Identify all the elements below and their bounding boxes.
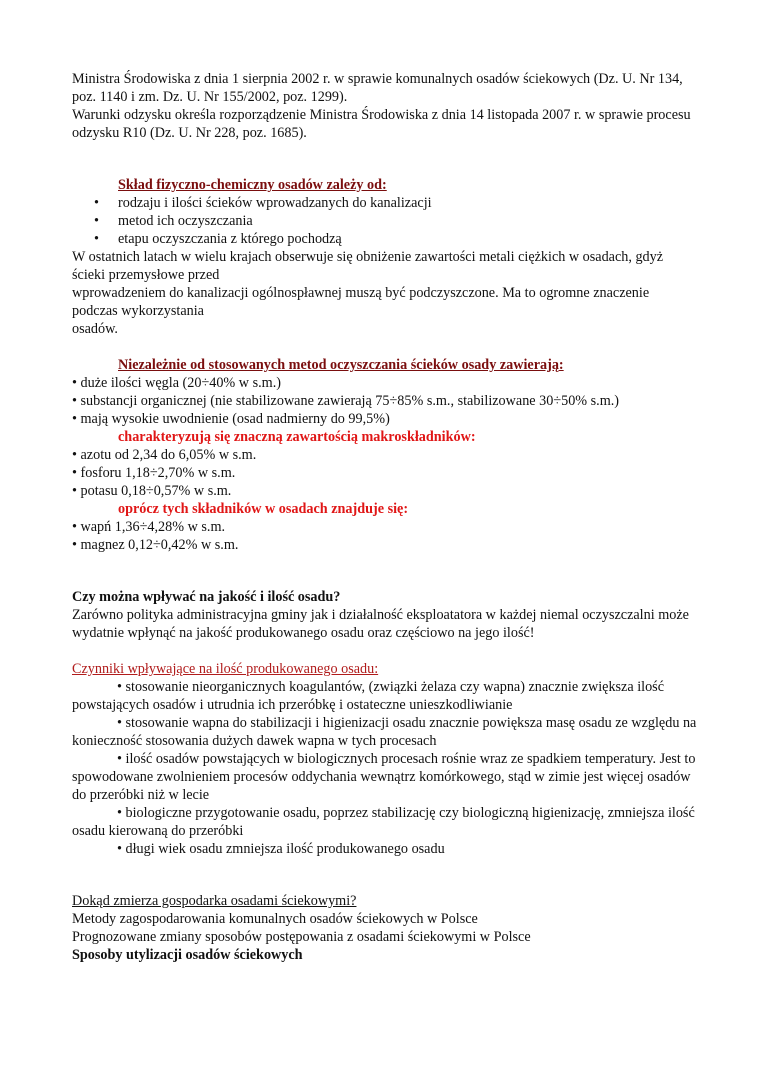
- sklad-paragraph-c: osadów.: [72, 321, 118, 337]
- list-item: • stosowanie nieorganicznych koagulantów, (związki żelaza czy wapna) znacznie zwiększa ilość powstających osadów i utrudnia ich przeróbkę i ostateczne unieszkodliwianie: [72, 679, 664, 713]
- gospodarka-line-2: Prognozowane zmiany sposobów postępowania z osadami ściekowymi w Polsce: [72, 929, 531, 945]
- list-item: • magnez 0,12÷0,42% w s.m.: [72, 537, 239, 553]
- list-item: • fosforu 1,18÷2,70% w s.m.: [72, 465, 236, 481]
- list-item: • substancji organicznej (nie stabilizowane zawierają 75÷85% s.m., stabilizowane 30÷50% s.m.): [72, 393, 620, 409]
- list-item: • duże ilości węgla (20÷40% w s.m.): [72, 375, 281, 391]
- sklad-paragraph-b: wprowadzeniem do kanalizacji ogólnospławnej muszą być podczyszczone. Ma to ogromne znaczenie podczas wykorzystania: [72, 285, 650, 319]
- list-item: • potasu 0,18÷0,57% w s.m.: [72, 483, 232, 499]
- other-components-heading: oprócz tych składników w osadach znajduje się:: [118, 501, 409, 517]
- gospodarka-line-3: Sposoby utylizacji osadów ściekowych: [72, 947, 303, 963]
- gospodarka-line-1: Metody zagospodarowania komunalnych osadów ściekowych w Polsce: [72, 911, 478, 927]
- list-item: • mają wysokie uwodnienie (osad nadmierny do 99,5%): [72, 411, 390, 427]
- macro-heading: charakteryzują się znaczną zawartością makroskładników:: [118, 429, 476, 445]
- jakosc-paragraph: Zarówno polityka administracyjna gminy jak i działalność eksploatatora w każdej niemal oczyszczalni może wydatnie wpłynąć na jakość produkowanego osadu oraz częściowo na jego ilość!: [72, 607, 689, 641]
- list-item: • wapń 1,36÷4,28% w s.m.: [72, 519, 226, 535]
- list-item: • ilość osadów powstających w biologicznych procesach rośnie wraz ze spadkiem temperatury. Jest to spowodowane zwolnieniem procesów oddychania wewnątrz komórkowego, stąd w zimie jest więcej osadów do przeróbki niż w lecie: [72, 751, 696, 803]
- list-item: • metod ich oczyszczania: [94, 212, 697, 230]
- zawartosc-heading: Niezależnie od stosowanych metod oczyszczania ścieków osady zawierają:: [118, 357, 564, 373]
- gospodarka-heading: Dokąd zmierza gospodarka osadami ściekowymi?: [72, 893, 357, 909]
- sklad-list: [72, 194, 697, 248]
- sklad-paragraph-a: W ostatnich latach w wielu krajach obserwuje się obniżenie zawartości metali ciężkich w osadach, gdyż ścieki przemysłowe przed: [72, 249, 664, 283]
- czynniki-heading: Czynniki wpływające na ilość produkowanego osadu:: [72, 661, 379, 677]
- list-item: • stosowanie wapna do stabilizacji i higienizacji osadu znacznie powiększa masę osadu ze względu na konieczność stosowania dużych dawek wapna w tych procesach: [72, 715, 697, 749]
- intro-line-1: Ministra Środowiska z dnia 1 sierpnia 2002 r. w sprawie komunalnych osadów ściekowych (Dz. U. Nr 134, poz. 1140 i zm. Dz. U. Nr 155/2002, poz. 1299).: [72, 71, 683, 105]
- list-item: • azotu od 2,34 do 6,05% w s.m.: [72, 447, 257, 463]
- list-item: • etapu oczyszczania z którego pochodzą: [94, 230, 697, 248]
- sklad-heading: Skład fizyczno-chemiczny osadów zależy od:: [118, 177, 387, 193]
- list-item: • długi wiek osadu zmniejsza ilość produkowanego osadu: [117, 841, 445, 857]
- intro-line-2: Warunki odzysku określa rozporządzenie Ministra Środowiska z dnia 14 listopada 2007 r. w sprawie procesu odzysku R10 (Dz. U. Nr 228, poz. 1685).: [72, 107, 691, 141]
- list-item: • biologiczne przygotowanie osadu, poprzez stabilizację czy biologiczną higienizację, zmniejsza ilość osadu kierowaną do przeróbki: [72, 805, 695, 839]
- document-page: [72, 70, 697, 964]
- list-item: • rodzaju i ilości ścieków wprowadzanych do kanalizacji: [94, 194, 697, 212]
- jakosc-heading: Czy można wpływać na jakość i ilość osadu?: [72, 589, 341, 605]
